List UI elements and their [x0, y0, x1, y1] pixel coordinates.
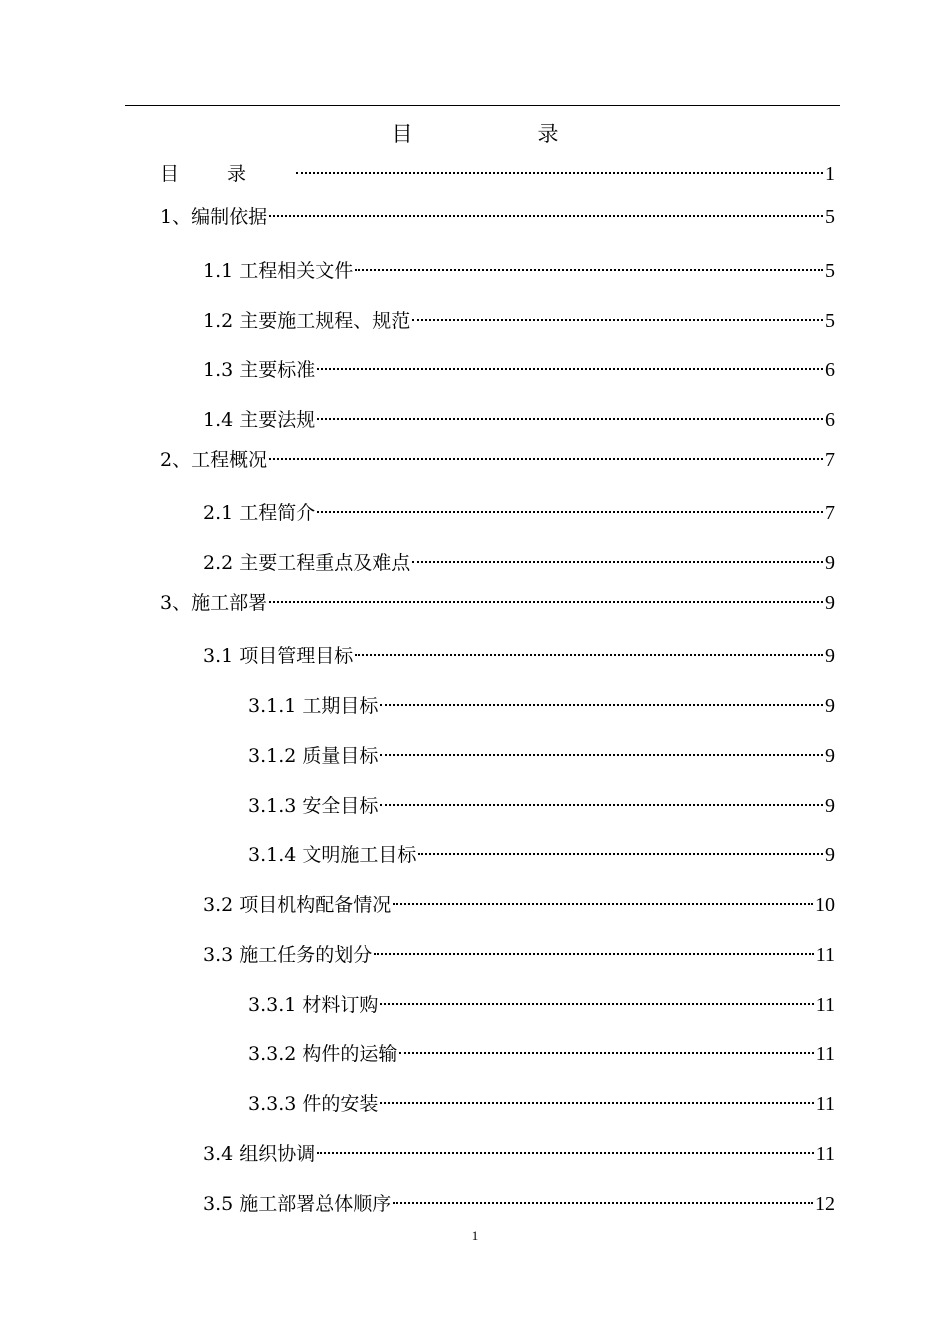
toc-leader [380, 704, 823, 706]
toc-entry-page: 9 [825, 745, 835, 767]
toc-leader [399, 1052, 813, 1054]
toc-entry-3-1-3[interactable] [248, 791, 835, 821]
toc-entry-page: 9 [825, 645, 835, 667]
toc-entry-page: 1 [825, 163, 835, 185]
toc-entry-label: 3.2 项目机构配备情况 [203, 894, 392, 916]
toc-leader [393, 1202, 813, 1204]
toc-entry-page: 5 [825, 260, 835, 282]
toc-entry-3-1-2[interactable] [248, 741, 835, 771]
toc-leader [317, 418, 823, 420]
toc-entry-page: 11 [815, 1043, 835, 1065]
toc-entry-page: 5 [825, 206, 835, 228]
toc-entry-2[interactable] [160, 445, 835, 475]
toc-entry-3-3[interactable] [203, 940, 835, 970]
toc-entry-page: 11 [815, 944, 835, 966]
toc-entry-label: 1、编制依据 [160, 206, 268, 228]
toc-entry-1-3[interactable] [203, 355, 835, 385]
toc-entry-2-2[interactable] [203, 548, 835, 578]
toc-entry-3-5[interactable] [203, 1189, 835, 1219]
toc-leader [317, 511, 823, 513]
toc-entry-label: 1.1 工程相关文件 [203, 260, 354, 282]
page-title: 目 录 [391, 122, 611, 146]
toc-entry-label: 3.1.4 文明施工目标 [248, 844, 417, 866]
toc-entry-page: 11 [815, 994, 835, 1016]
toc-entry-page: 5 [825, 310, 835, 332]
toc-entry-label: 3.1.3 安全目标 [248, 795, 379, 817]
toc-entry-page: 9 [825, 592, 835, 614]
toc-entry-page: 11 [815, 1093, 835, 1115]
page-number: 1 [471, 1228, 479, 1243]
toc-leader [317, 1152, 813, 1154]
toc-entry-3-3-3[interactable] [248, 1089, 835, 1119]
toc-leader [380, 1102, 813, 1104]
toc-entry-3-1[interactable] [203, 641, 835, 671]
toc-leader [269, 458, 823, 460]
toc-entry-page: 6 [825, 409, 835, 431]
toc-leader [355, 269, 823, 271]
toc-entry-label: 3.5 施工部署总体顺序 [203, 1193, 392, 1215]
toc-entry-label: 3.1 项目管理目标 [203, 645, 354, 667]
toc-entry-page: 12 [815, 1193, 835, 1215]
toc-entry-page: 10 [815, 894, 835, 916]
toc-entry-label: 1.2 主要施工规程、规范 [203, 310, 411, 332]
toc-entry-page: 9 [825, 695, 835, 717]
toc-leader [412, 319, 823, 321]
toc-entry-page: 6 [825, 359, 835, 381]
toc-entry-label: 1.3 主要标准 [203, 359, 316, 381]
toc-leader [418, 853, 823, 855]
toc-entry-label: 3.3.1 材料订购 [248, 994, 379, 1016]
toc-leader [380, 1003, 813, 1005]
toc-entry-label: 2.2 主要工程重点及难点 [203, 552, 411, 574]
toc-entry-label: 1.4 主要法规 [203, 409, 316, 431]
toc-entry-3-3-2[interactable] [248, 1039, 835, 1069]
toc-entry-label: 3.4 组织协调 [203, 1143, 316, 1165]
toc-entry-page: 9 [825, 552, 835, 574]
toc-entry-1-4[interactable] [203, 405, 835, 435]
toc-leader [393, 903, 813, 905]
toc-entry-label: 2、工程概况 [160, 449, 268, 471]
toc-entry-page: 9 [825, 844, 835, 866]
header-rule [125, 105, 840, 106]
toc-entry-label: 2.1 工程简介 [203, 502, 316, 524]
toc-leader [380, 804, 823, 806]
toc-leader [380, 754, 823, 756]
toc-entry-3-1-1[interactable] [248, 691, 835, 721]
toc-entry-label: 3.1.1 工期目标 [248, 695, 379, 717]
toc-entry-label: 3、施工部署 [160, 592, 268, 614]
toc-entry-label: 目录 [160, 163, 295, 185]
toc-leader [374, 953, 813, 955]
toc-leader [317, 368, 823, 370]
toc-entry-2-1[interactable] [203, 498, 835, 528]
toc-leader [412, 561, 823, 563]
toc-entry-3-4[interactable] [203, 1139, 835, 1169]
toc-entry-3-1-4[interactable] [248, 840, 835, 870]
toc-leader [269, 215, 823, 217]
toc-entry-3-2[interactable] [203, 890, 835, 920]
toc-entry-3[interactable] [160, 588, 835, 618]
toc-entry-page: 7 [825, 449, 835, 471]
toc-entry-label: 3.3.3 件的安装 [248, 1093, 379, 1115]
toc-entry-1[interactable] [160, 202, 835, 232]
toc-entry-1-2[interactable] [203, 306, 835, 336]
toc-entry-label: 3.1.2 质量目标 [248, 745, 379, 767]
toc-entry-page: 9 [825, 795, 835, 817]
toc-leader [269, 601, 823, 603]
toc-entry-1-1[interactable] [203, 256, 835, 286]
toc-entry-3-3-1[interactable] [248, 990, 835, 1020]
toc-entry-label: 3.3 施工任务的划分 [203, 944, 373, 966]
toc-entry-page: 11 [815, 1143, 835, 1165]
toc-entry-contents[interactable] [160, 159, 835, 189]
toc-leader [296, 172, 823, 174]
toc-leader [355, 654, 823, 656]
toc-entry-page: 7 [825, 502, 835, 524]
toc-entry-label: 3.3.2 构件的运输 [248, 1043, 398, 1065]
